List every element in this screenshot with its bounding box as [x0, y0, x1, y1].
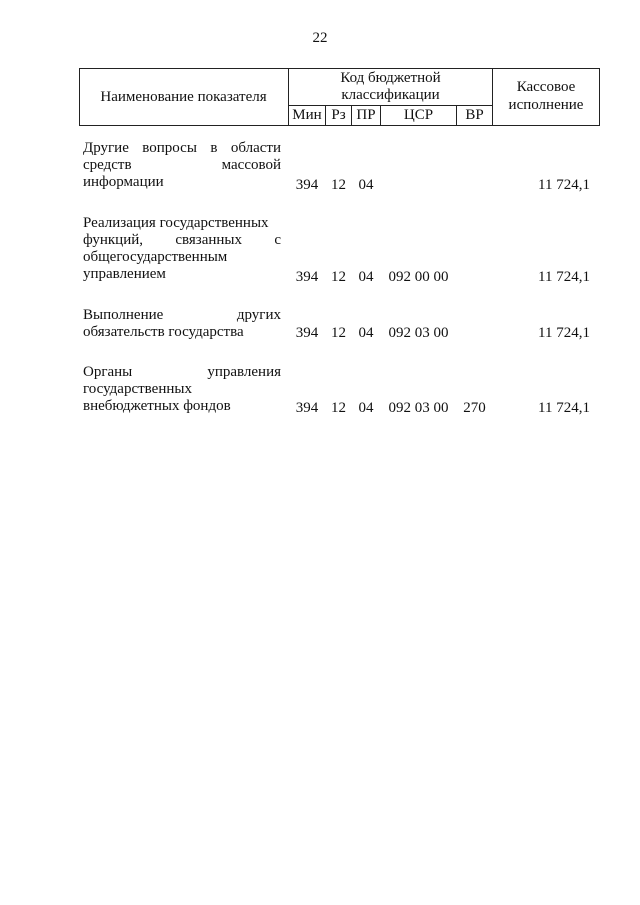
header-min: Мин [292, 107, 322, 123]
cell-vr: 270 [463, 400, 486, 416]
cell-amount: 11 724,1 [538, 400, 590, 416]
cell-rz: 12 [331, 400, 346, 416]
cell-rz: 12 [331, 269, 346, 285]
cell-pr: 04 [358, 400, 374, 416]
cell-min: 394 [295, 269, 319, 285]
header-right-border [599, 68, 600, 126]
cell-pr: 04 [358, 325, 374, 341]
cell-pr: 04 [358, 177, 374, 193]
row-name [83, 364, 281, 415]
row-name-line: Органы управления [83, 364, 281, 380]
row-name-line: Выполнение других [83, 307, 281, 323]
cell-csr: 092 03 00 [388, 400, 449, 416]
header-csr: ЦСР [403, 107, 434, 123]
header-amount-line2: исполнение [508, 97, 584, 113]
row-name-line: информации [83, 174, 164, 190]
row-name-line: обязательств государства [83, 324, 244, 340]
header-code-group-line1: Код бюджетной [340, 70, 441, 86]
header-name-col: Наименование показателя [100, 89, 267, 105]
header-vr: ВР [465, 107, 484, 123]
cell-rz: 12 [331, 177, 346, 193]
row-name-line: средств массовой [83, 157, 281, 173]
header-pr: ПР [356, 107, 376, 123]
cell-amount: 11 724,1 [538, 325, 590, 341]
table-header [79, 68, 600, 126]
header-code-group-line2: классификации [341, 87, 440, 103]
row-name-line: общегосударственным [83, 249, 228, 265]
row-name [83, 307, 281, 341]
row-name-line: Другие вопросы в области [83, 140, 281, 156]
cell-amount: 11 724,1 [538, 269, 590, 285]
page-number: 22 [312, 30, 328, 46]
cell-pr: 04 [358, 269, 374, 285]
cell-rz: 12 [331, 325, 346, 341]
cell-min: 394 [295, 400, 319, 416]
row-name [83, 140, 281, 191]
row-name-line: функций, связанных с [83, 232, 281, 248]
header-amount-line1: Кассовое [516, 79, 576, 95]
cell-amount: 11 724,1 [538, 177, 590, 193]
cell-csr: 092 03 00 [388, 325, 449, 341]
header-top-border [79, 68, 600, 69]
row-name-line: Реализация государственных [83, 215, 269, 231]
row-name-line: управлением [83, 266, 166, 282]
cell-min: 394 [295, 177, 319, 193]
row-name [83, 215, 281, 283]
header-rz: Рз [331, 107, 346, 123]
row-name-line: внебюджетных фондов [83, 398, 231, 414]
header-bottom-border [79, 125, 600, 126]
cell-csr: 092 00 00 [388, 269, 449, 285]
cell-min: 394 [295, 325, 319, 341]
header-subcolumns-line [288, 105, 493, 106]
row-name-line: государственных [83, 381, 192, 397]
